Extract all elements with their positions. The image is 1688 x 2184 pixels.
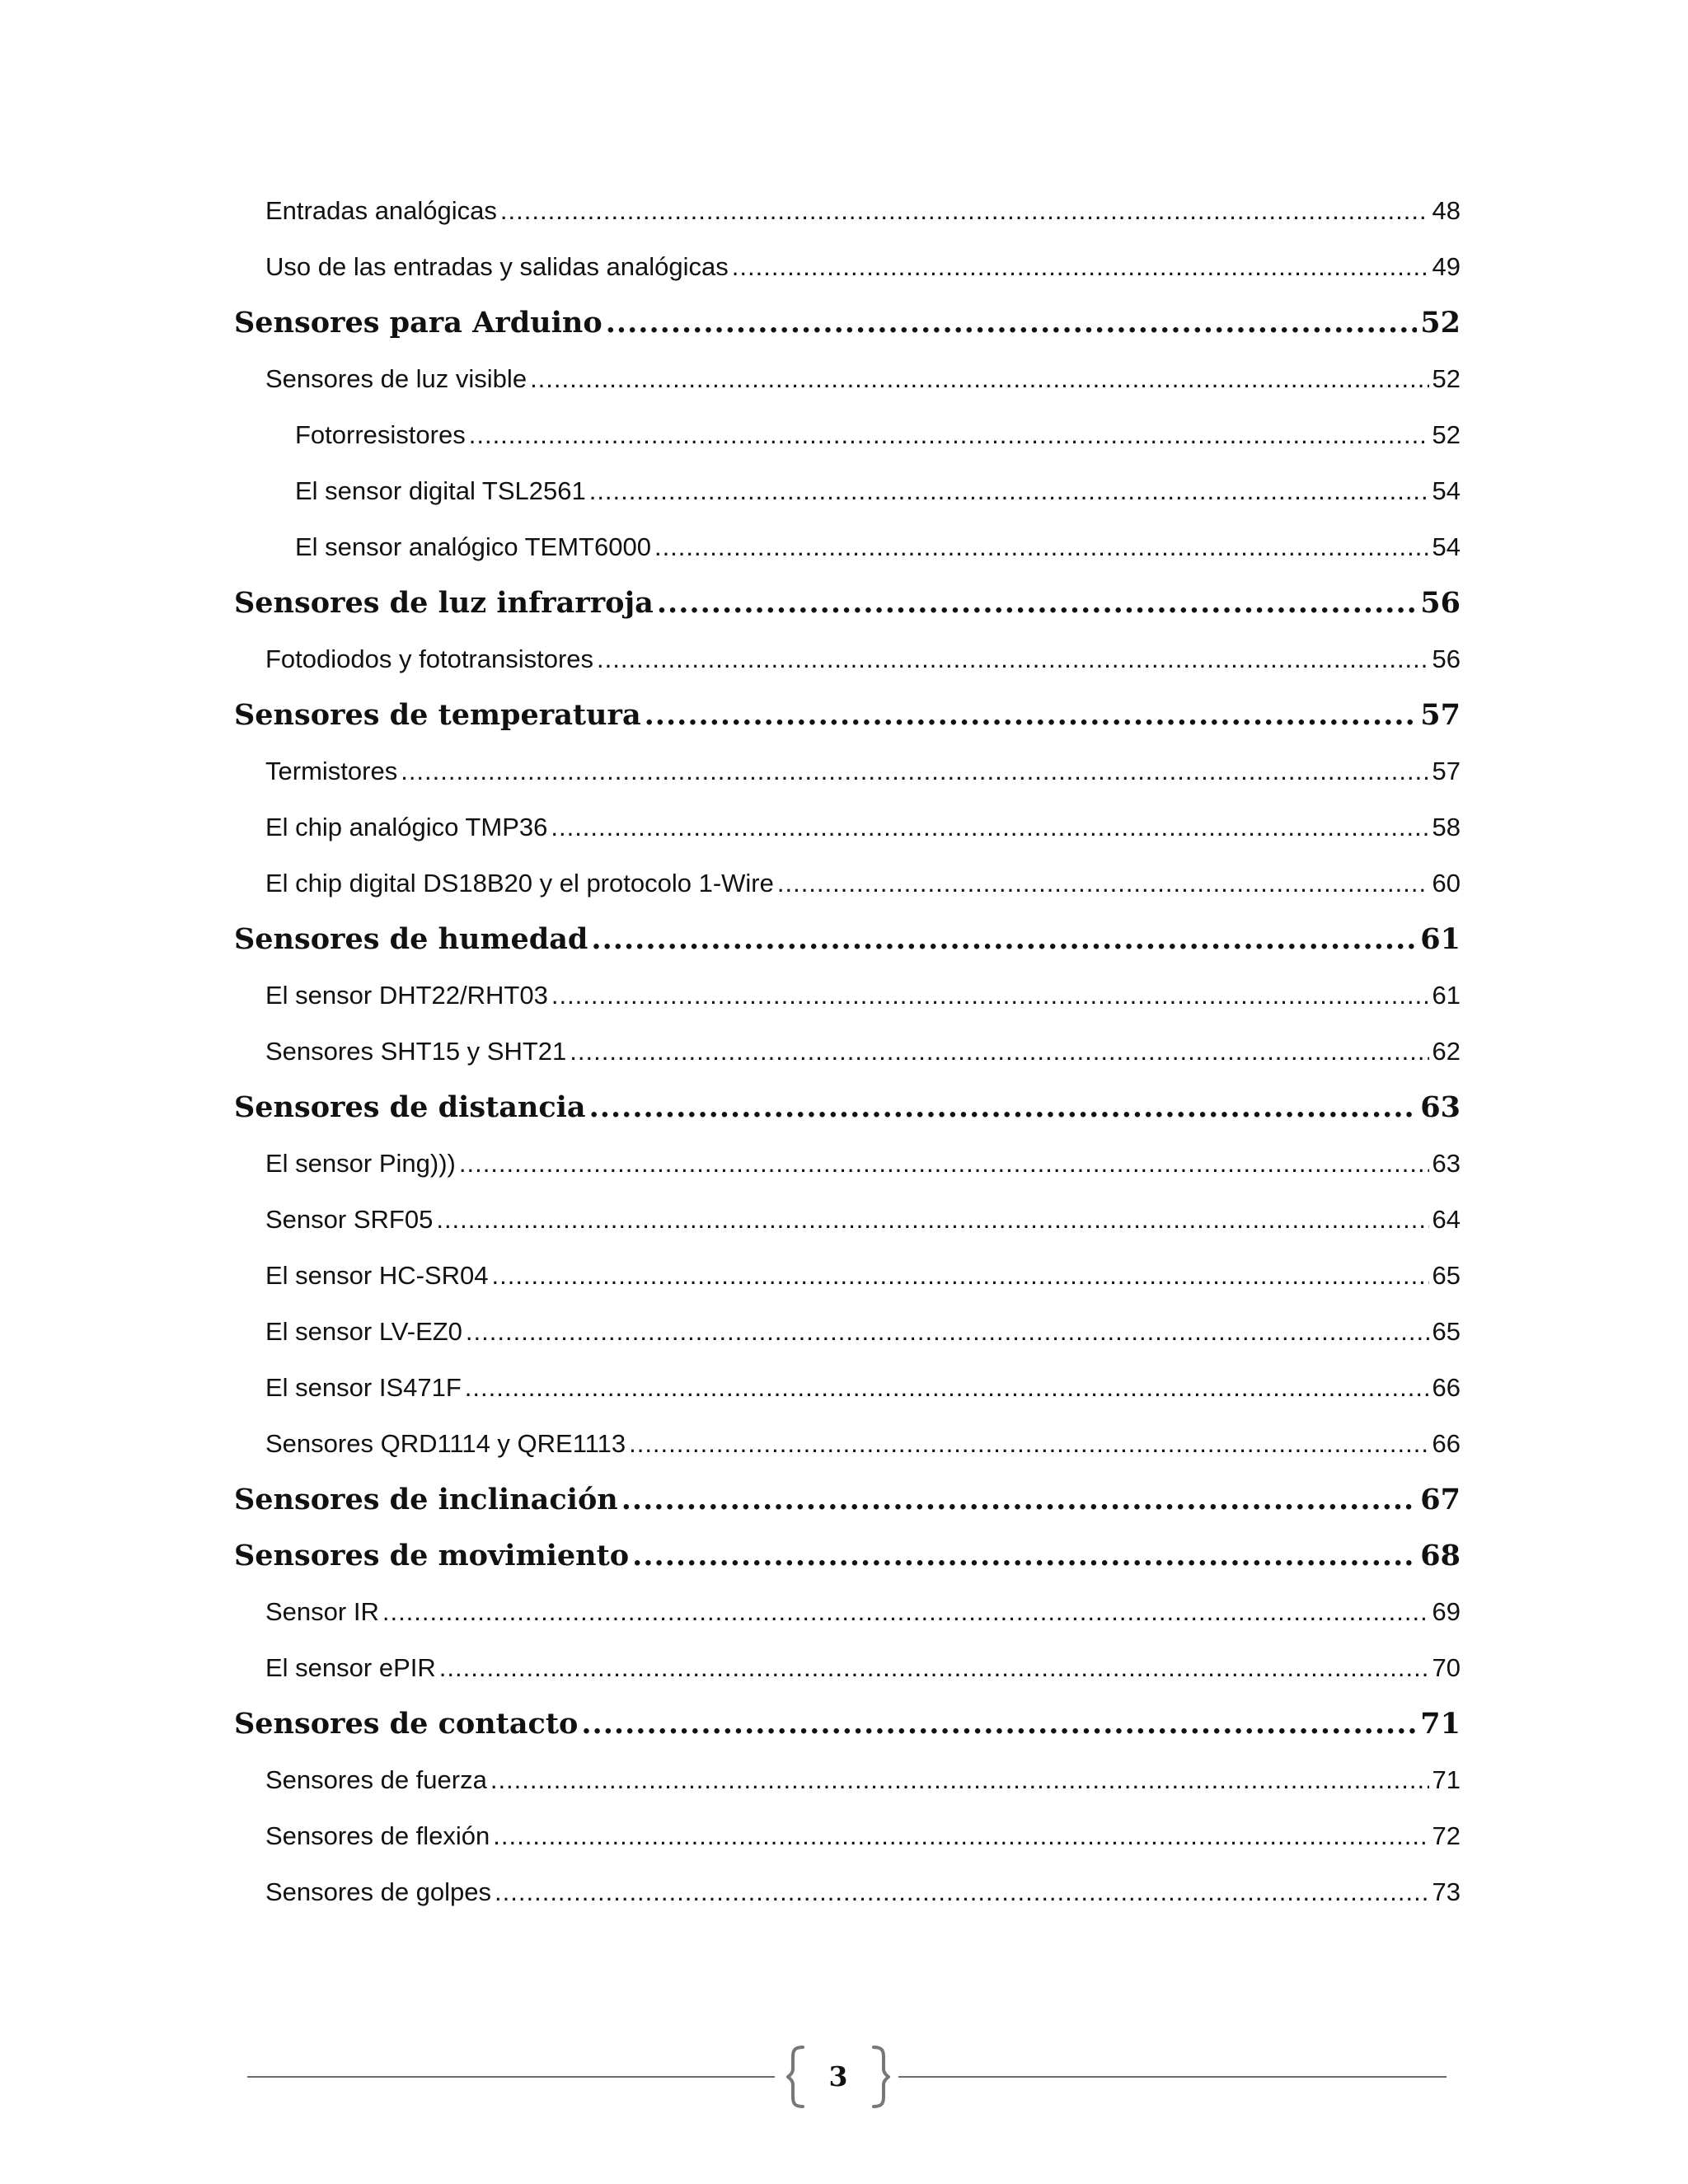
toc-entry[interactable] bbox=[234, 463, 1461, 519]
toc-entry[interactable] bbox=[234, 1472, 1461, 1528]
toc-entry-page: 60 bbox=[1432, 869, 1461, 898]
toc-entry[interactable] bbox=[234, 295, 1461, 351]
toc-entry[interactable] bbox=[234, 1584, 1461, 1640]
toc-dot-leader bbox=[777, 855, 1429, 912]
toc-entry[interactable] bbox=[234, 183, 1461, 239]
toc-entry[interactable] bbox=[234, 912, 1461, 968]
toc-entry-page: 61 bbox=[1420, 922, 1461, 956]
toc-entry-page: 66 bbox=[1432, 1373, 1461, 1402]
toc-entry[interactable] bbox=[234, 1248, 1461, 1304]
toc-entry-page: 56 bbox=[1420, 586, 1461, 620]
toc-entry-page: 57 bbox=[1420, 698, 1461, 732]
toc-dot-leader bbox=[732, 239, 1429, 295]
toc-entry[interactable] bbox=[234, 239, 1461, 295]
toc-entry-title: Sensores de golpes bbox=[265, 1877, 492, 1906]
toc-entry-title: El sensor digital TSL2561 bbox=[295, 476, 586, 505]
toc-entry-page: 54 bbox=[1432, 532, 1461, 561]
toc-entry-title: Sensores de movimiento bbox=[234, 1539, 630, 1572]
toc-entry-page: 70 bbox=[1432, 1653, 1461, 1682]
toc-entry[interactable] bbox=[234, 799, 1461, 855]
toc-entry-page: 72 bbox=[1432, 1821, 1461, 1850]
toc-entry[interactable] bbox=[234, 1080, 1461, 1136]
toc-entry-page: 54 bbox=[1432, 476, 1461, 505]
toc-dot-leader bbox=[495, 1864, 1428, 1920]
toc-dot-leader bbox=[551, 968, 1429, 1024]
toc-dot-leader bbox=[629, 1416, 1428, 1472]
toc-dot-leader bbox=[469, 407, 1429, 463]
toc-entry-title: Fotodiodos y fototransistores bbox=[265, 644, 594, 673]
toc-entry-title: Sensores QRD1114 y QRE1113 bbox=[265, 1429, 626, 1458]
toc-entry-title: Termistores bbox=[265, 757, 398, 785]
toc-dot-leader bbox=[591, 912, 1417, 968]
toc-entry[interactable] bbox=[234, 1752, 1461, 1808]
toc-dot-leader bbox=[551, 799, 1428, 855]
toc-dot-leader bbox=[491, 1248, 1428, 1304]
toc-entry-page: 48 bbox=[1432, 196, 1461, 225]
toc-entry[interactable] bbox=[234, 631, 1461, 687]
page-footer bbox=[247, 2044, 1447, 2110]
toc-entry-title: Sensores de luz infrarroja bbox=[234, 586, 654, 620]
toc-entry-title: Sensor IR bbox=[265, 1597, 379, 1626]
toc-entry[interactable] bbox=[234, 968, 1461, 1024]
toc-dot-leader bbox=[606, 295, 1418, 351]
toc-entry-title: El sensor Ping))) bbox=[265, 1149, 456, 1178]
toc-entry-title: Uso de las entradas y salidas analógicas bbox=[265, 252, 729, 281]
toc-dot-leader bbox=[466, 1304, 1429, 1360]
toc-dot-leader bbox=[657, 575, 1417, 631]
toc-entry[interactable] bbox=[234, 1360, 1461, 1416]
toc-entry-title: Sensores de fuerza bbox=[265, 1765, 487, 1794]
toc-entry-title: El chip digital DS18B20 y el protocolo 1-Wire bbox=[265, 869, 774, 898]
toc-entry-title: Sensores de humedad bbox=[234, 922, 588, 956]
toc-entry[interactable] bbox=[234, 1304, 1461, 1360]
toc-dot-leader bbox=[632, 1528, 1417, 1584]
toc-entry-page: 67 bbox=[1420, 1483, 1461, 1516]
toc-entry-title: El sensor HC-SR04 bbox=[265, 1261, 489, 1290]
toc-dot-leader bbox=[493, 1808, 1428, 1864]
toc-dot-leader bbox=[597, 631, 1428, 687]
toc-entry[interactable] bbox=[234, 1136, 1461, 1192]
toc-entry-title: Sensores de temperatura bbox=[234, 698, 641, 732]
toc-entry[interactable] bbox=[234, 687, 1461, 743]
toc-entry[interactable] bbox=[234, 519, 1461, 575]
toc-entry-page: 65 bbox=[1432, 1261, 1461, 1290]
toc-dot-leader bbox=[654, 519, 1429, 575]
toc-dot-leader bbox=[436, 1192, 1428, 1248]
toc-entry-page: 64 bbox=[1432, 1205, 1461, 1234]
toc-entry-title: El sensor analógico TEMT6000 bbox=[295, 532, 651, 561]
toc-dot-leader bbox=[581, 1696, 1417, 1752]
toc-entry-page: 69 bbox=[1432, 1597, 1461, 1626]
toc-dot-leader bbox=[490, 1752, 1429, 1808]
toc-dot-leader bbox=[621, 1472, 1418, 1528]
toc-entry-page: 65 bbox=[1432, 1317, 1461, 1346]
toc-dot-leader bbox=[382, 1584, 1429, 1640]
toc-entry-page: 66 bbox=[1432, 1429, 1461, 1458]
toc-entry[interactable] bbox=[234, 743, 1461, 799]
toc-entry-title: Sensores para Arduino bbox=[234, 306, 603, 340]
toc-entry-page: 71 bbox=[1420, 1707, 1461, 1741]
page-number: 3 bbox=[828, 2060, 848, 2093]
toc-dot-leader bbox=[465, 1360, 1429, 1416]
toc-entry-title: Sensores de luz visible bbox=[265, 364, 528, 393]
toc-entry[interactable] bbox=[234, 1640, 1461, 1696]
toc-entry[interactable] bbox=[234, 855, 1461, 912]
toc-entry-title: Sensor SRF05 bbox=[265, 1205, 434, 1234]
toc-entry-title: El sensor DHT22/RHT03 bbox=[265, 981, 548, 1010]
toc-entry-title: Sensores de inclinación bbox=[234, 1483, 618, 1516]
toc-entry-title: Sensores SHT15 y SHT21 bbox=[265, 1037, 567, 1066]
toc-dot-leader bbox=[500, 183, 1429, 239]
toc-entry-page: 71 bbox=[1432, 1765, 1461, 1794]
toc-entry[interactable] bbox=[234, 1024, 1461, 1080]
toc-entry-page: 63 bbox=[1432, 1149, 1461, 1178]
toc-entry-page: 58 bbox=[1432, 813, 1461, 841]
toc-entry[interactable] bbox=[234, 575, 1461, 631]
toc-entry-title: Sensores de distancia bbox=[234, 1090, 586, 1124]
toc-dot-leader bbox=[530, 351, 1428, 407]
footer-rule-right bbox=[898, 2076, 1447, 2078]
toc-dot-leader bbox=[459, 1136, 1429, 1192]
toc-entry[interactable] bbox=[234, 1864, 1461, 1920]
toc-entry-title: Entradas analógicas bbox=[265, 196, 497, 225]
toc-entry-page: 62 bbox=[1432, 1037, 1461, 1066]
toc-dot-leader bbox=[645, 687, 1418, 743]
toc-entry[interactable] bbox=[234, 1416, 1461, 1472]
toc-dot-leader bbox=[589, 463, 1429, 519]
toc-entry[interactable] bbox=[234, 1192, 1461, 1248]
footer-rule-left bbox=[247, 2076, 775, 2078]
toc-entry[interactable] bbox=[234, 1696, 1461, 1752]
toc-entry-title: Sensores de flexión bbox=[265, 1821, 490, 1850]
toc-entry-page: 68 bbox=[1420, 1539, 1461, 1572]
toc-dot-leader bbox=[589, 1080, 1418, 1136]
toc-entry[interactable] bbox=[234, 351, 1461, 407]
toc-entry-title: El sensor IS471F bbox=[265, 1373, 462, 1402]
toc-dot-leader bbox=[401, 743, 1428, 799]
toc-entry-page: 49 bbox=[1432, 252, 1461, 281]
toc-entry-title: Fotorresistores bbox=[295, 420, 466, 449]
toc-entry[interactable] bbox=[234, 1808, 1461, 1864]
toc-entry-page: 61 bbox=[1432, 981, 1461, 1010]
toc-entry-title: El sensor ePIR bbox=[265, 1653, 436, 1682]
toc-dot-leader bbox=[439, 1640, 1429, 1696]
toc-entry[interactable] bbox=[234, 1528, 1461, 1584]
toc-entry-title: Sensores de contacto bbox=[234, 1707, 579, 1741]
table-of-contents bbox=[234, 183, 1461, 1920]
toc-entry-page: 73 bbox=[1432, 1877, 1461, 1906]
toc-dot-leader bbox=[570, 1024, 1428, 1080]
toc-entry-title: El chip analógico TMP36 bbox=[265, 813, 548, 841]
toc-entry-page: 52 bbox=[1420, 306, 1461, 340]
toc-entry-page: 57 bbox=[1432, 757, 1461, 785]
toc-entry[interactable] bbox=[234, 407, 1461, 463]
toc-entry-title: El sensor LV-EZ0 bbox=[265, 1317, 462, 1346]
toc-entry-page: 56 bbox=[1432, 644, 1461, 673]
toc-entry-page: 52 bbox=[1432, 420, 1461, 449]
toc-entry-page: 52 bbox=[1432, 364, 1461, 393]
toc-entry-page: 63 bbox=[1420, 1090, 1461, 1124]
page-number-bracket bbox=[786, 2044, 890, 2110]
